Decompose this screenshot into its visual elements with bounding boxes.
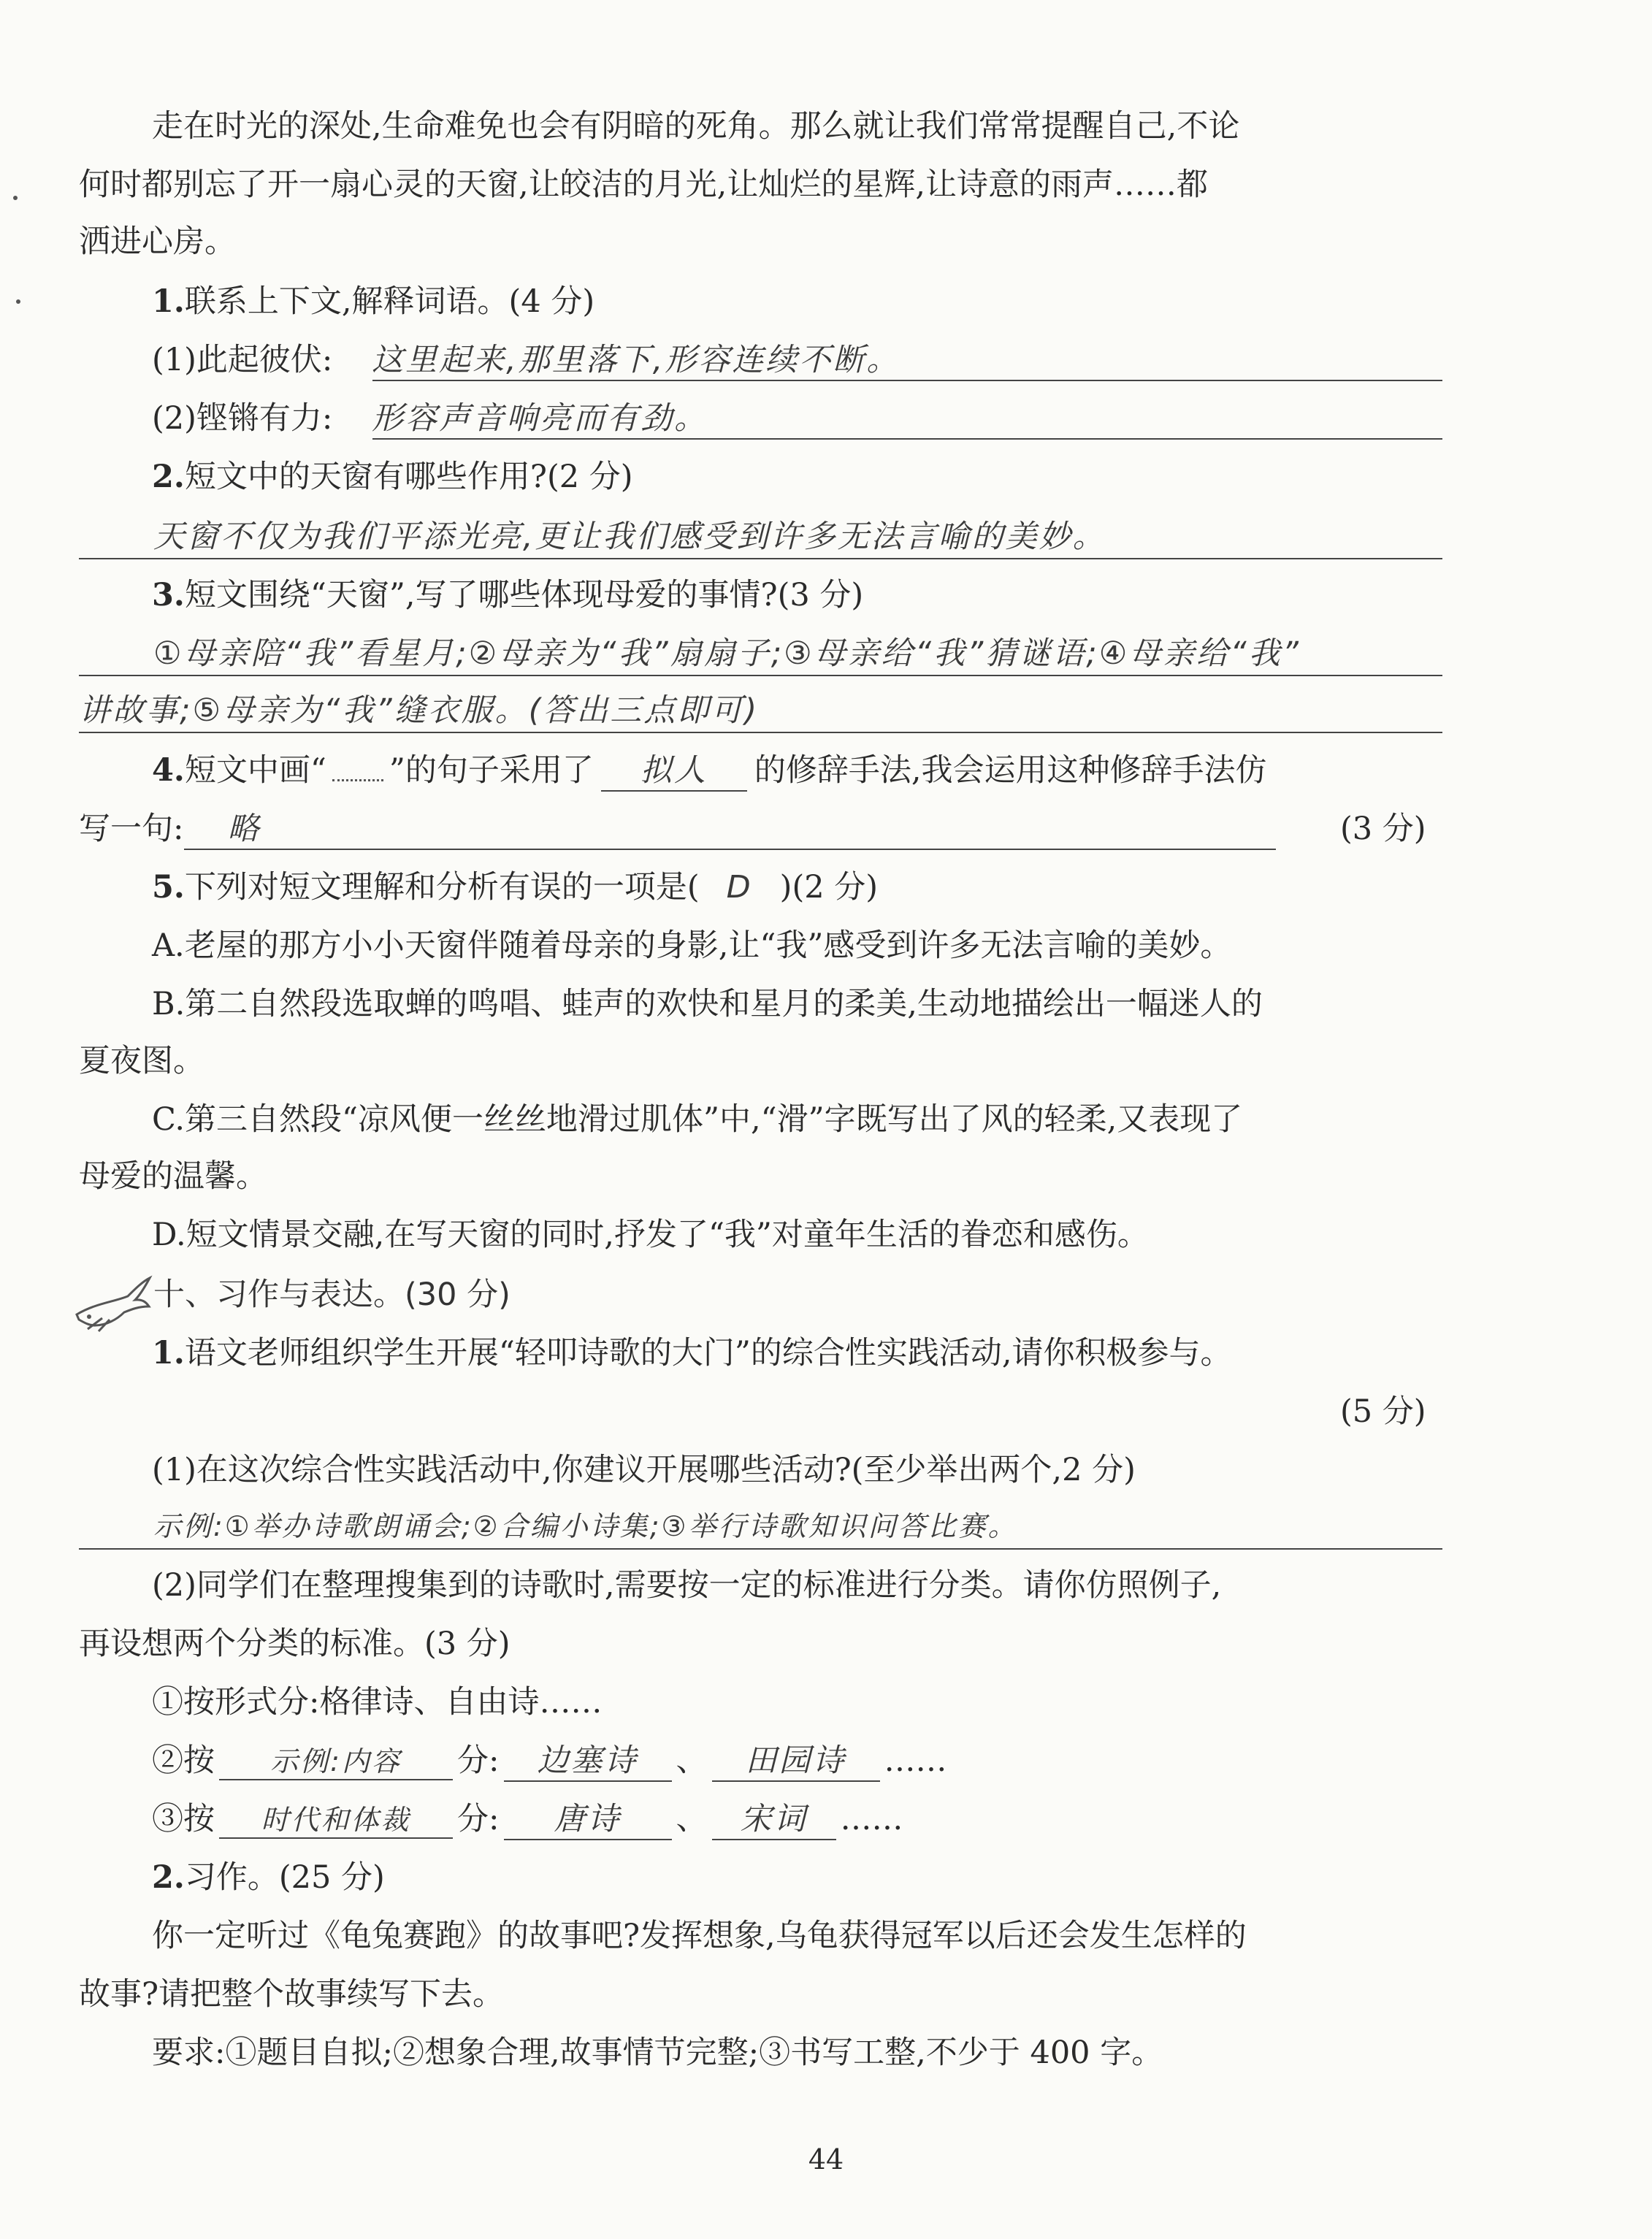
points: (5 分) bbox=[1340, 1393, 1426, 1430]
label-text: 、 bbox=[676, 1801, 708, 1837]
question-text: )(2 分) bbox=[779, 869, 879, 906]
option-c-cont: 母爱的温馨。 bbox=[79, 1158, 267, 1195]
label-text: …… bbox=[884, 1742, 947, 1779]
bird-icon bbox=[73, 1274, 153, 1333]
question-text: ”的句子采用了 bbox=[389, 752, 594, 789]
handwritten-answer: 讲故事;⑤母亲为“我”缝衣服。(答出三点即可) bbox=[79, 692, 760, 729]
question-number: 5. bbox=[152, 869, 185, 906]
question-5 bbox=[152, 869, 878, 907]
answer-underline bbox=[79, 732, 1442, 733]
section10-item-2 bbox=[152, 1859, 385, 1897]
handwritten-answer: 唐诗 bbox=[504, 1801, 672, 1840]
classification-answer-2 bbox=[152, 1742, 947, 1782]
writing-prompt: 你一定听过《龟兔赛跑》的故事吧?发挥想象,乌龟获得冠军以后还会发生怎样的 bbox=[152, 1918, 1247, 1954]
label-text: ③按 bbox=[152, 1801, 215, 1837]
question-text: 联系上下文,解释词语。(4 分) bbox=[184, 283, 595, 320]
handwritten-answer: 时代和体裁 bbox=[219, 1804, 453, 1839]
q4-line-2 bbox=[79, 811, 1276, 850]
margin-dot bbox=[13, 196, 18, 200]
label-text: ②按 bbox=[152, 1742, 215, 1779]
question-text: 下列对短文理解和分析有误的一项是( bbox=[184, 869, 700, 906]
answer-underline bbox=[372, 380, 1442, 381]
question-2 bbox=[152, 459, 633, 497]
option-a: A.老屋的那方小小天窗伴随着母亲的身影,让“我”感受到许多无法言喻的美妙。 bbox=[152, 927, 1232, 964]
section10-sub-2: (2)同学们在整理搜集到的诗歌时,需要按一定的标准进行分类。请你仿照例子, bbox=[152, 1567, 1222, 1604]
handwritten-answer: ①母亲陪“我”看星月;②母亲为“我”扇扇子;③母亲给“我”猜谜语;④母亲给“我” bbox=[153, 635, 1301, 672]
sub-label: (1)此起彼伏: bbox=[152, 342, 333, 378]
handwritten-answer: 天窗不仅为我们平添光亮,更让我们感受到许多无法言喻的美妙。 bbox=[153, 518, 1106, 555]
passage-line: 走在时光的深处,生命难免也会有阴暗的死角。那么就让我们常常提醒自己,不论 bbox=[152, 108, 1240, 145]
section10-sub-2-cont: 再设想两个分类的标准。(3 分) bbox=[79, 1626, 510, 1662]
handwritten-answer: 示例:①举办诗歌朗诵会;②合编小诗集;③举行诗歌知识问答比赛。 bbox=[153, 1510, 1018, 1542]
classification-example-1: ①按形式分:格律诗、自由诗…… bbox=[152, 1684, 603, 1721]
question-text: 的修辞手法,我会运用这种修辞手法仿 bbox=[754, 752, 1267, 789]
option-b: B.第二自然段选取蝉的鸣唱、蛙声的欢快和星月的柔美,生动地描绘出一幅迷人的 bbox=[152, 986, 1263, 1022]
handwritten-answer: 形容声音响亮而有劲。 bbox=[372, 400, 708, 437]
sub-label: (2)铿锵有力: bbox=[152, 400, 333, 437]
page-number: 44 bbox=[808, 2143, 844, 2175]
question-number: 1. bbox=[152, 1335, 185, 1371]
label-text: 分: bbox=[457, 1742, 500, 1779]
handwritten-answer: D bbox=[726, 869, 753, 906]
handwritten-answer: 这里起来,那里落下,形容连续不断。 bbox=[372, 342, 900, 378]
section10-item-1 bbox=[152, 1335, 1232, 1373]
question-text: 短文中画“ bbox=[184, 752, 326, 789]
writing-requirements: 要求:①题目自拟;②想象合理,故事情节完整;③书写工整,不少于 400 字。 bbox=[152, 2035, 1163, 2071]
answer-underline bbox=[79, 1548, 1442, 1550]
question-text: 短文围绕“天窗”,写了哪些体现母爱的事情?(3 分) bbox=[184, 577, 864, 613]
label-text: …… bbox=[840, 1801, 903, 1837]
question-number: 1. bbox=[152, 283, 185, 320]
answer-underline bbox=[79, 558, 1442, 559]
question-text: 习作。(25 分) bbox=[184, 1859, 385, 1896]
section-title: 十、习作与表达。(30 分) bbox=[153, 1277, 510, 1313]
passage-line: 洒进心房。 bbox=[79, 223, 236, 260]
question-4 bbox=[152, 752, 1267, 792]
question-number: 2. bbox=[152, 459, 185, 495]
handwritten-answer: 略 bbox=[184, 811, 1276, 850]
section10-sub-1: (1)在这次综合性实践活动中,你建议开展哪些活动?(至少举出两个,2 分) bbox=[152, 1452, 1136, 1488]
label-text: 分: bbox=[457, 1801, 500, 1837]
label-text: 、 bbox=[676, 1742, 708, 1779]
question-number: 2. bbox=[152, 1859, 185, 1896]
q1-sub-2 bbox=[152, 400, 708, 438]
handwritten-answer: 拟人 bbox=[601, 752, 747, 792]
points: (3 分) bbox=[1340, 811, 1426, 847]
handwritten-answer: 边塞诗 bbox=[504, 1742, 672, 1782]
answer-underline bbox=[372, 438, 1442, 440]
answer-underline bbox=[79, 675, 1442, 676]
writing-prompt-cont: 故事?请把整个故事续写下去。 bbox=[79, 1976, 505, 2013]
q1-sub-1 bbox=[152, 342, 900, 380]
handwritten-answer: 宋词 bbox=[712, 1801, 836, 1840]
option-d: D.短文情景交融,在写天窗的同时,抒发了“我”对童年生活的眷恋和感伤。 bbox=[152, 1217, 1149, 1253]
question-text: 语文老师组织学生开展“轻叩诗歌的大门”的综合性实践活动,请你积极参与。 bbox=[184, 1335, 1232, 1371]
margin-dot bbox=[16, 299, 20, 304]
option-b-cont: 夏夜图。 bbox=[79, 1043, 204, 1079]
handwritten-answer: 田园诗 bbox=[712, 1742, 880, 1782]
wavy-underline-mark bbox=[332, 765, 383, 781]
passage-line: 何时都别忘了开一扇心灵的天窗,让皎洁的月光,让灿烂的星辉,让诗意的雨声……都 bbox=[79, 167, 1209, 203]
sub-label: 写一句: bbox=[79, 811, 184, 847]
handwritten-answer: 示例:内容 bbox=[219, 1745, 453, 1780]
question-text: 短文中的天窗有哪些作用?(2 分) bbox=[184, 459, 633, 495]
question-number: 4. bbox=[152, 752, 185, 789]
question-1 bbox=[152, 283, 594, 321]
classification-answer-3 bbox=[152, 1801, 903, 1840]
option-c: C.第三自然段“凉风便一丝丝地滑过肌体”中,“滑”字既写出了风的轻柔,又表现了 bbox=[152, 1101, 1243, 1138]
question-3 bbox=[152, 577, 863, 615]
question-number: 3. bbox=[152, 577, 185, 613]
